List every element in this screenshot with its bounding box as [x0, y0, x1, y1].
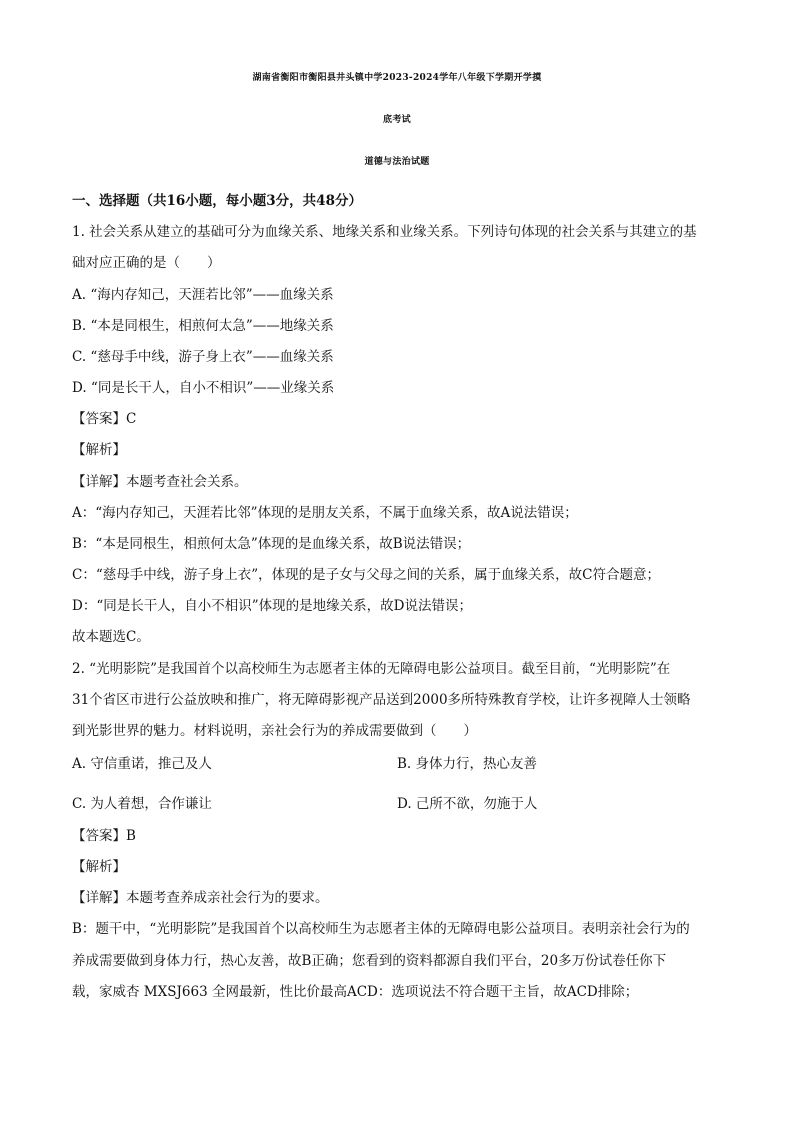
q1-stem-line-2: 础对应正确的是（ ）: [72, 255, 221, 271]
q1-option-a: A. “海内存知己，天涯若比邻”——血缘关系: [72, 287, 334, 303]
section-heading: 一、选择题（共16小题，每小题3分，共48分）: [72, 193, 362, 209]
document-title-line-2: 底考试: [383, 115, 411, 125]
q2-option-c: C. 为人着想，合作谦让: [72, 796, 212, 812]
q2-explanation-b-line-2: 养成需要做到身体力行，热心友善，故B正确；您看到的资料都源自我们平台，20多万份试卷任你下: [72, 953, 667, 969]
q2-explanation-b-line-3: 载，家威杏 MXSJ663 全网最新，性比价最高ACD：选项说法不符合题干主旨，故ACD排除；: [72, 984, 639, 1000]
q1-analysis-label: 【解析】: [72, 442, 126, 458]
q2-answer: 【答案】B: [72, 828, 136, 844]
q1-answer: 【答案】C: [72, 411, 137, 427]
q2-stem-line-2: 31个省区市进行公益放映和推广，将无障碍影视产品送到2000多所特殊教育学校，让许多视障人士领略: [72, 692, 691, 708]
q1-detail: 【详解】本题考查社会关系。: [72, 474, 248, 490]
document-title-line-1: 湖南省衡阳市衡阳县井头镇中学2023-2024学年八年级下学期开学摸: [252, 73, 542, 83]
subject-title: 道德与法治试题: [364, 157, 430, 167]
q1-explanation-a: A：“海内存知己，天涯若比邻”体现的是朋友关系，不属于血缘关系，故A说法错误；: [72, 505, 578, 521]
q1-option-d: D. “同是长干人，自小不相识”——业缘关系: [72, 380, 335, 396]
q1-explanation-c: C：“慈母手中线，游子身上衣”，体现的是子女与父母之间的关系，属于血缘关系，故C符合题意；: [72, 567, 660, 583]
q2-option-a: A. 守信重诺，推己及人: [72, 756, 212, 772]
q2-detail: 【详解】本题考查养成亲社会行为的要求。: [72, 890, 329, 906]
q2-explanation-b-line-1: B：题干中，“光明影院”是我国首个以高校师生为志愿者主体的无障碍电影公益项目。表明亲社会行为的: [72, 921, 690, 937]
q2-stem-line-3: 到光影世界的魅力。材料说明，亲社会行为的养成需要做到（ ）: [72, 723, 477, 739]
q2-option-b: B. 身体力行，热心友善: [397, 756, 538, 772]
q1-conclusion: 故本题选C。: [72, 629, 150, 645]
q1-explanation-b: B：“本是同根生，相煎何太急”体现的是血缘关系，故B说法错误；: [72, 536, 471, 552]
q1-option-c: C. “慈母手中线，游子身上衣”——血缘关系: [72, 349, 334, 365]
q2-stem-line-1: 2. “光明影院”是我国首个以高校师生为志愿者主体的无障碍电影公益项目。截至目前，“光明影院”在: [72, 661, 671, 677]
q2-analysis-label: 【解析】: [72, 859, 126, 875]
q1-option-b: B. “本是同根生，相煎何太急”——地缘关系: [72, 318, 334, 334]
q2-option-d: D. 己所不欲，勿施于人: [397, 796, 538, 812]
q1-stem-line-1: 1. 社会关系从建立的基础可分为血缘关系、地缘关系和业缘关系。下列诗句体现的社会关系与其建立的基: [72, 224, 697, 240]
q1-explanation-d: D：“同是长干人，自小不相识”体现的是地缘关系，故D说法错误；: [72, 598, 472, 614]
